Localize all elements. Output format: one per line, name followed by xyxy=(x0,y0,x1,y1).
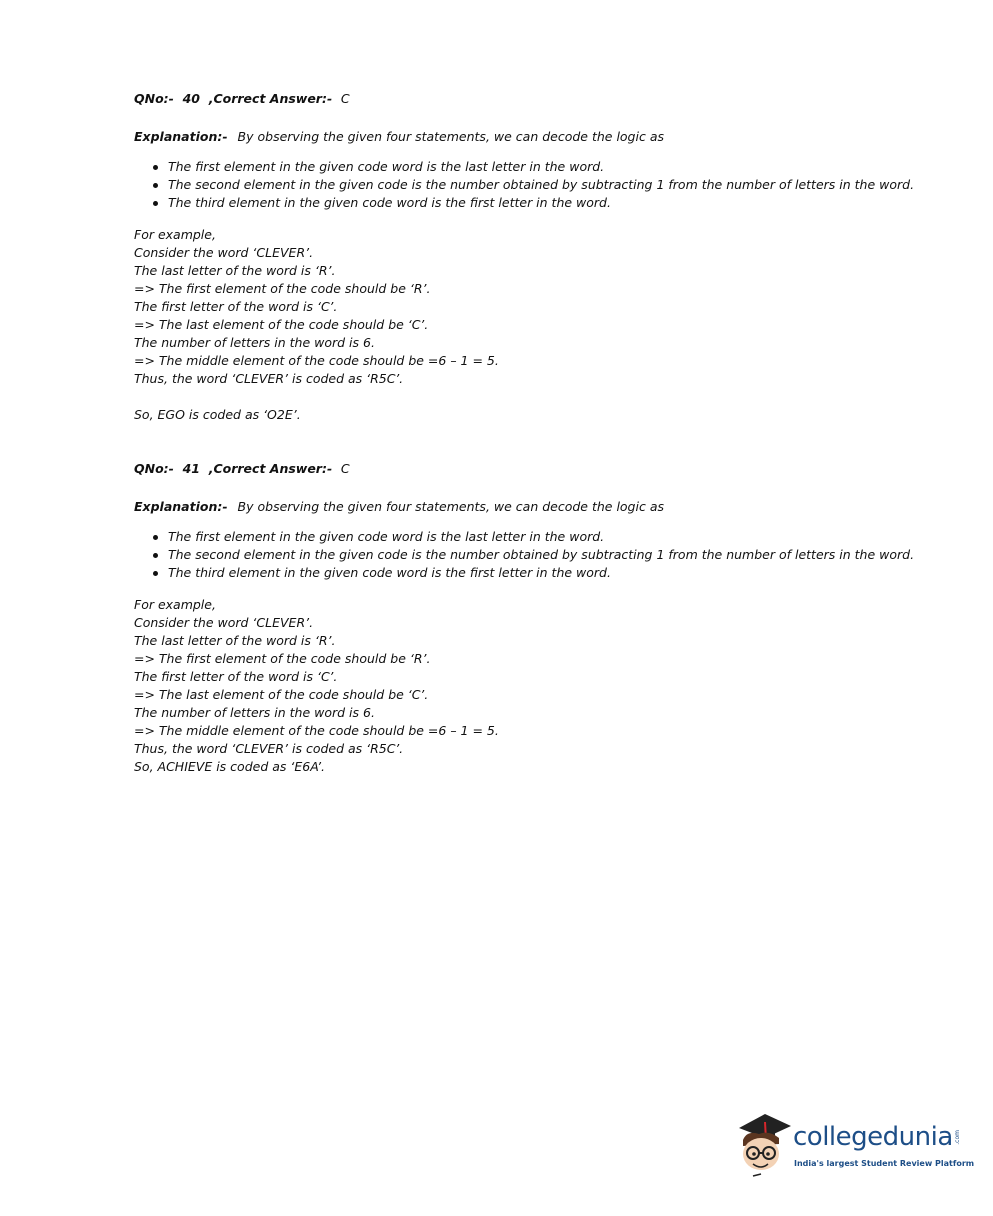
mascot-icon xyxy=(735,1108,795,1183)
example-line: The number of letters in the word is 6. xyxy=(134,335,375,350)
example-section xyxy=(134,596,934,776)
example-line: The first letter of the word is ‘C’. xyxy=(134,299,338,314)
example-line: For example, xyxy=(134,597,216,612)
qno-label: QNo:- xyxy=(134,461,174,476)
logic-point: The third element in the given code word is the first letter in the word. xyxy=(152,194,934,212)
question-block-41 xyxy=(134,460,934,776)
question-block-40 xyxy=(134,90,934,424)
example-section xyxy=(134,226,934,388)
question-header xyxy=(134,90,934,108)
explanation-line xyxy=(134,128,934,146)
explanation-intro: By observing the given four statements, we can decode the logic as xyxy=(237,129,664,144)
answer-value: C xyxy=(340,91,350,106)
explanation-line xyxy=(134,498,934,516)
explanation-intro: By observing the given four statements, we can decode the logic as xyxy=(237,499,664,514)
example-line: For example, xyxy=(134,227,216,242)
example-line: The number of letters in the word is 6. xyxy=(134,705,375,720)
example-line: => The first element of the code should be ‘R’. xyxy=(134,281,431,296)
answer-label: ,Correct Answer:- xyxy=(208,91,333,106)
example-line: => The middle element of the code should be =6 – 1 = 5. xyxy=(134,723,499,738)
logic-point: The second element in the given code is the number obtained by subtracting 1 from the number of letters in the word. xyxy=(152,176,934,194)
logic-point: The first element in the given code word is the last letter in the word. xyxy=(152,158,934,176)
example-line: => The middle element of the code should be =6 – 1 = 5. xyxy=(134,353,499,368)
example-line: The last letter of the word is ‘R’. xyxy=(134,263,336,278)
example-line: Thus, the word ‘CLEVER’ is coded as ‘R5C’. xyxy=(134,371,404,386)
example-line: Thus, the word ‘CLEVER’ is coded as ‘R5C’. xyxy=(134,741,404,756)
logic-point: The first element in the given code word is the last letter in the word. xyxy=(152,528,934,546)
conclusion-line: So, EGO is coded as ‘O2E’. xyxy=(134,407,301,422)
brand-domain: .com xyxy=(954,1130,961,1145)
answer-value: C xyxy=(340,461,350,476)
example-line: => The last element of the code should be ‘C’. xyxy=(134,317,429,332)
answer-document xyxy=(134,90,934,776)
example-line: So, ACHIEVE is coded as ‘E6A’. xyxy=(134,759,326,774)
logic-point: The third element in the given code word is the first letter in the word. xyxy=(152,564,934,582)
example-line: => The last element of the code should be ‘C’. xyxy=(134,687,429,702)
explanation-label: Explanation:- xyxy=(134,499,228,514)
qno-value: 41 xyxy=(182,461,200,476)
logic-point: The second element in the given code is the number obtained by subtracting 1 from the number of letters in the word. xyxy=(152,546,934,564)
brand-name: collegedunia xyxy=(793,1122,953,1152)
qno-label: QNo:- xyxy=(134,91,174,106)
logic-points xyxy=(134,158,934,212)
example-line: Consider the word ‘CLEVER’. xyxy=(134,615,314,630)
answer-label: ,Correct Answer:- xyxy=(208,461,333,476)
brand-tagline: India's largest Student Review Platform xyxy=(794,1159,975,1168)
example-line: The last letter of the word is ‘R’. xyxy=(134,633,336,648)
question-header xyxy=(134,460,934,478)
example-line: Consider the word ‘CLEVER’. xyxy=(134,245,314,260)
collegedunia-logo xyxy=(735,1108,975,1183)
example-line: The first letter of the word is ‘C’. xyxy=(134,669,338,684)
example-line: => The first element of the code should be ‘R’. xyxy=(134,651,431,666)
explanation-label: Explanation:- xyxy=(134,129,228,144)
logic-points xyxy=(134,528,934,582)
qno-value: 40 xyxy=(182,91,200,106)
